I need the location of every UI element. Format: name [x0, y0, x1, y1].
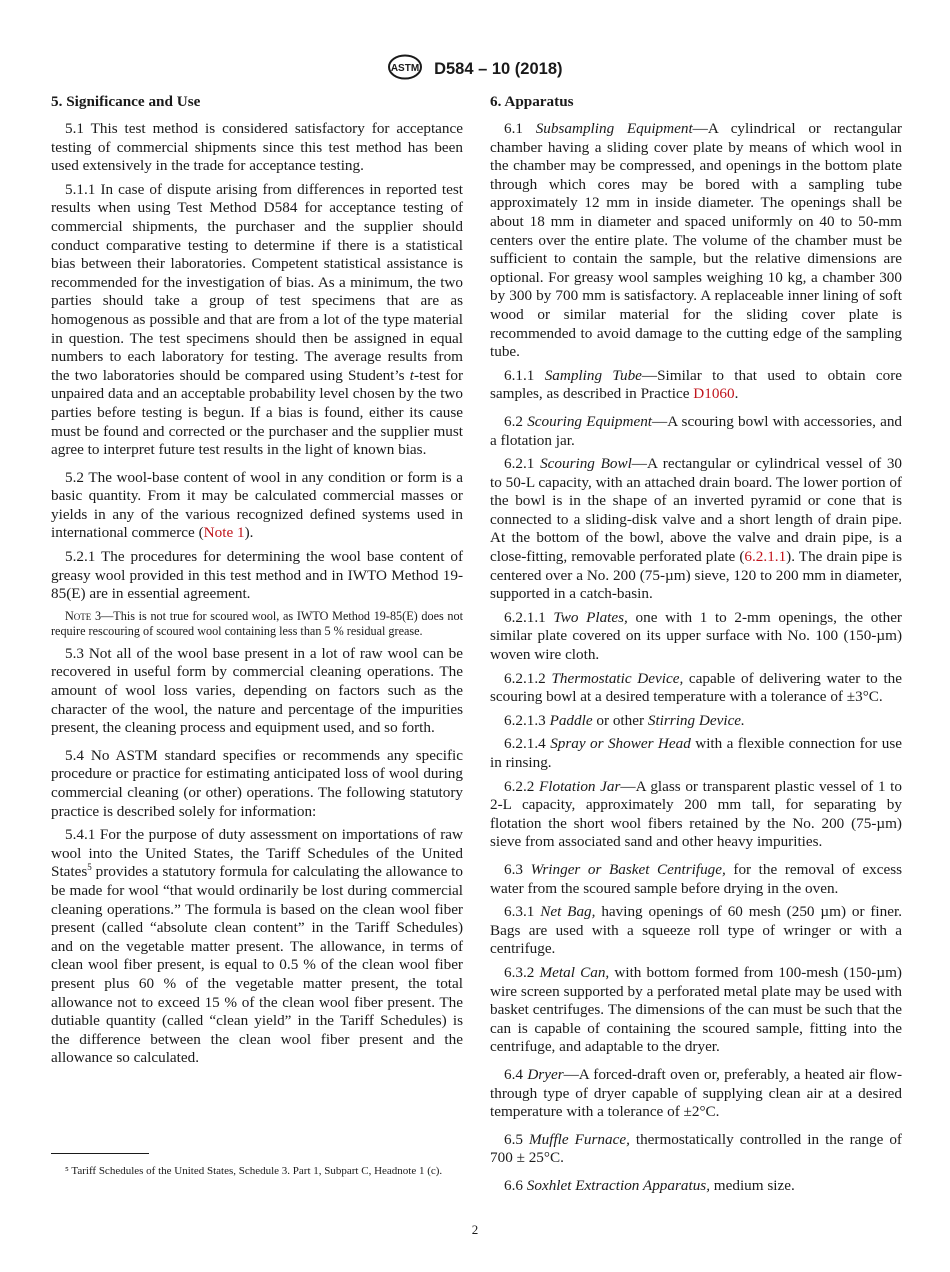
- page-header: [0, 54, 950, 85]
- para-6-3-2: 6.3.2 Metal Can, with bottom formed from 100-mesh (150-µm) wire screen supported by a perforated metal plate may be used with basket centrifuges. The dimensions of the can must be such that the can is capable of containing the scoured sample, fitting into the centrifuge, and adaptable to the dryer.: [490, 963, 902, 1056]
- para-6-2-1-4: 6.2.1.4 Spray or Shower Head with a flexible connection for use in rinsing.: [490, 735, 903, 771]
- para-5-2: 5.2 The wool-base content of wool in any condition or form is a basic quantity. From it may be calculated commercial masses or yields in any of the various recognized defined systems used in international commerce (Note 1).: [51, 468, 463, 542]
- para-5-4: 5.4 No ASTM standard specifies or recommends any specific procedure or practice for estimating anticipated loss of wool during commercial cleaning (or other) operations. The following statutory practice is described solely for information:: [51, 746, 463, 820]
- footnote-divider: [51, 1153, 149, 1154]
- para-5-1-1: 5.1.1 In case of dispute arising from differences in reported test results when using Test Method D584 for acceptance testing of commercial shipments, the purchaser and the supplier should conduct comparative testing to determine if there is a statistical bias between their laboratories. Competent statistical assistance is recommended for the investigation of bias. As a minimum, the two parties should take a group of test specimens that are as homogenous as possible and that are from a lot of the type material in question. The test specimens should then be assigned in equal numbers to each laboratory for testing. The average results from the two laboratories should be compared using Student’s t-test for unpaired data and an acceptable probability level chosen by the two parties before testing is begun. If a bias is found, either its cause must be found and corrected or the purchaser and the supplier must agree to interpret future test results in the light of known bias.: [51, 180, 464, 459]
- left-column: [51, 92, 463, 1073]
- footnote-5: ⁵ Tariff Schedules of the United States, Schedule 3. Part 1, Subpart C, Headnote 1 (c).: [65, 1165, 443, 1177]
- para-5-4-1: 5.4.1 For the purpose of duty assessment on importations of raw wool into the United States, the Tariff Schedules of the United States$^5$ provides a statutory formula for calculating the allowance to be made for wool “that would ordinarily be lost during commercial cleaning operations.” The formula is based on the clean wool fiber present (called “absolute clean content” in the Tariff Schedules) and on the vegetable matter present. The allowance, in terms of clean wool fiber present, is equal to 0.5 % of the clean wool fiber present plus 60 % of the vegetable matter present, the total allowance not to exceed 15 % of the clean wool fiber present. The dutiable quantity (called “clean yield” in the Tariff Schedules) is the difference between the clean wool fiber present and the allowance so calculated.: [51, 826, 463, 1067]
- d1060-link[interactable]: D1060: [693, 385, 735, 403]
- astm-logo-text: ASTM: [391, 63, 420, 74]
- para-6-2-1-1: 6.2.1.1 Two Plates, one with 1 to 2-mm openings, the other similar plate covered on its upper surface with No. 100 (150-µm) woven wire cloth.: [490, 608, 902, 664]
- note-3: Note 3—This is not true for scoured wool, as IWTO Method 19-85(E) does not require rescouring of scoured wool containing less than 5 % residual grease.: [51, 608, 464, 638]
- astm-logo-icon: [387, 54, 423, 85]
- footnote-ref-5: 5: [87, 862, 92, 873]
- standard-designation: D584 – 10 (2018): [434, 60, 563, 78]
- para-5-1: 5.1 This test method is considered satisfactory for acceptance testing of commercial shipments since this test method has been used extensively in the trade for acceptance testing.: [51, 120, 463, 175]
- para-6-2-1: 6.2.1 Scouring Bowl—A rectangular or cylindrical vessel of 30 to 50-L capacity, with an attached drain board. The lower portion of the bowl is in the shape of an inverted pyramid or cone that is connected to a sliding-disk valve and a short length of drain pipe. At the bottom of the bowl, above the valve and drain pipe, is a close-fitting, removable perforated plate (6.2.1.1). The drain pipe is centered over a No. 200 (75-µm) sieve, 120 to 200 mm in diameter, supported in a catch-basin.: [490, 455, 903, 603]
- para-6-2-1-2: 6.2.1.2 Thermostatic Device, capable of delivering water to the scouring bowl at a desired temperature with a tolerance of ±3°C.: [490, 669, 903, 706]
- section-5-heading: 5. Significance and Use: [51, 93, 201, 110]
- para-6-1-1: 6.1.1 Sampling Tube—Similar to that used to obtain core samples, as described in Practice D1060.: [490, 366, 903, 403]
- right-column: [490, 92, 902, 1200]
- page-number: 2: [471, 1222, 479, 1237]
- para-6-6: 6.6 Soxhlet Extraction Apparatus, medium size.: [504, 1176, 795, 1194]
- para-6-3: 6.3 Wringer or Basket Centrifuge, for the removal of excess water from the scoured sample before drying in the oven.: [490, 860, 903, 897]
- note-1-link[interactable]: Note 1: [203, 524, 245, 542]
- para-6-1: 6.1 Subsampling Equipment—A cylindrical or rectangular chamber having a sliding cover plate by means of which wool in the chamber may be compressed, and openings in the bottom plate through which cores may be bored with a sampling tube approximately 12 mm in inside diameter. The openings shall be about 18 mm in diameter and spaced uniformly on 40 to 50-mm centers over the entire plate. The volume of the chamber must be sufficient to contain the sample, but the relative dimensions are optional. For greasy wool samples weighing 10 kg, a chamber 300 by 300 by 700 mm is satisfactory. A replaceable inner lining of soft wood or similar material for the sliding cover plate is recommended to avoid damage to the cutting edge of the sampling tube.: [490, 120, 902, 361]
- para-6-4: 6.4 Dryer—A forced-draft oven or, preferably, a heated air flow-through type of dryer capable of supplying clean air at a desired temperature with a tolerance of ±2°C.: [490, 1065, 902, 1121]
- para-6-5: 6.5 Muffle Furnace, thermostatically controlled in the range of 700 ± 25°C.: [490, 1130, 902, 1167]
- para-6-2-1-3: 6.2.1.3 Paddle or other Stirring Device.: [504, 711, 745, 729]
- para-5-3: 5.3 Not all of the wool base present in a lot of raw wool can be recovered in useful form by commercial cleaning operations. The amount of wool loss varies, depending on factors such as the character of the wool, the nature and percentage of the impurities present, the cleaning process and equipment used, and so forth.: [51, 644, 463, 737]
- para-6-3-1: 6.3.1 Net Bag, having openings of 60 mesh (250 µm) or finer. Bags are used with a squeeze roll type of wringer or with a centrifuge.: [490, 903, 902, 958]
- para-5-2-1: 5.2.1 The procedures for determining the wool base content of greasy wool provided in this test method and in IWTO Method 19-85(E) are in essential agreement.: [51, 548, 463, 603]
- para-6-2: 6.2 Scouring Equipment—A scouring bowl with accessories, and a flotation jar.: [490, 412, 903, 449]
- section-6-heading: 6. Apparatus: [490, 93, 574, 110]
- ref-6-2-1-1-link[interactable]: 6.2.1.1: [744, 548, 787, 566]
- para-6-2-2: 6.2.2 Flotation Jar—A glass or transparent plastic vessel of 1 to 2-L capacity, approximately 200 mm tall, for separating by flotation the short wool fibers retained by the No. 200 (75-µm) sieve from associated sand and other heavy impurities.: [490, 777, 902, 851]
